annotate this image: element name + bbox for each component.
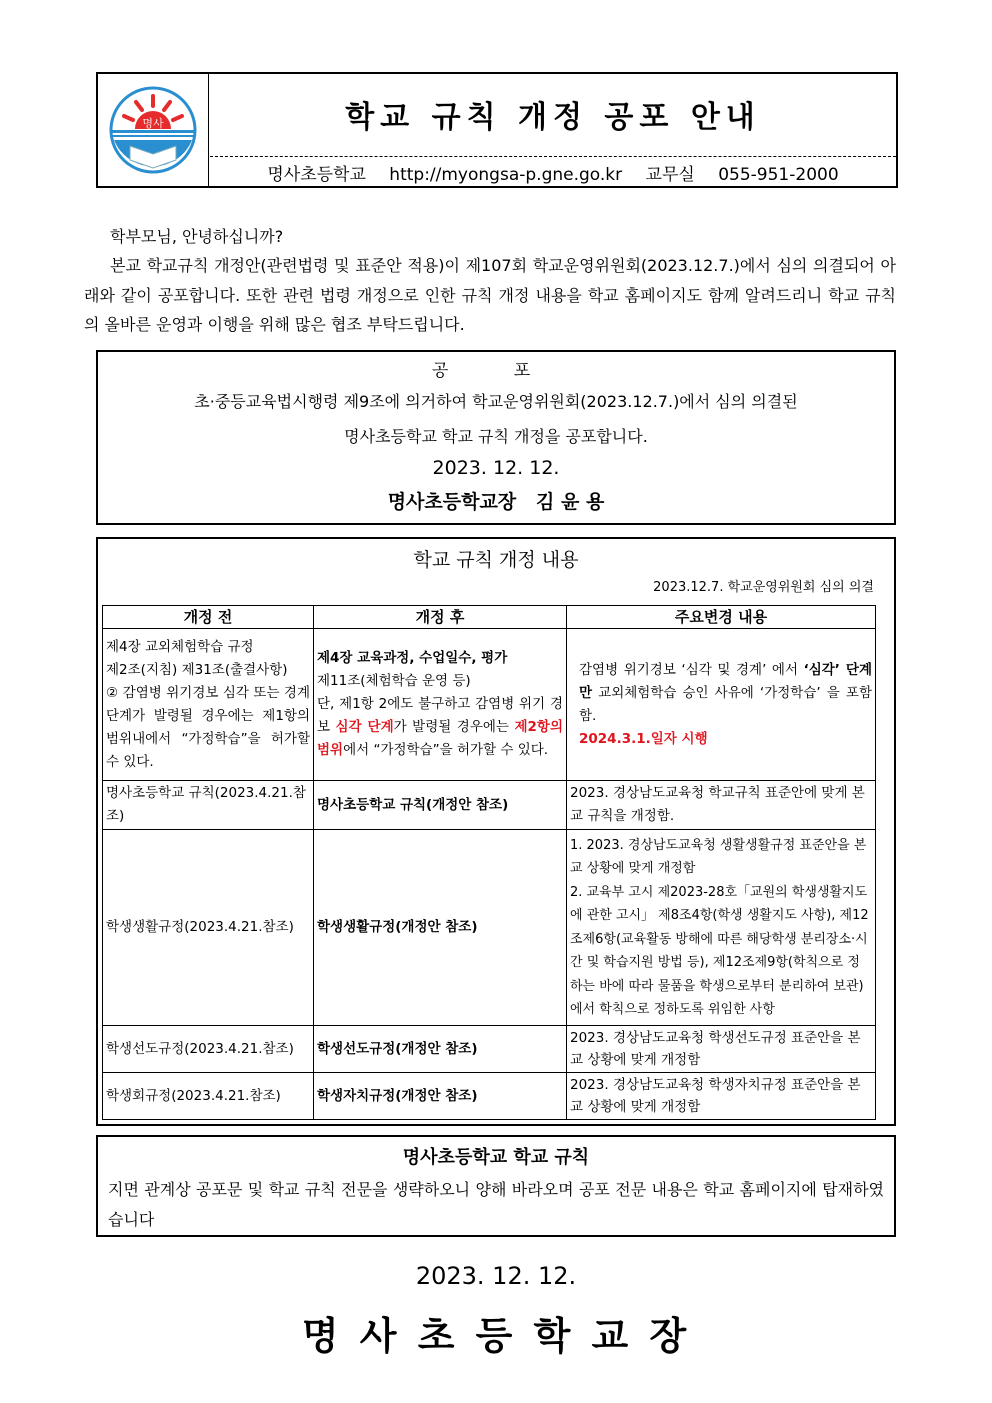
divider	[210, 156, 896, 157]
column-header: 개정 후	[314, 606, 567, 629]
cell-line: 제4장 교외체험학습 규정	[106, 638, 254, 655]
proclamation-line2: 명사초등학교 학교 규칙 개정을 공포합니다.	[344, 427, 648, 446]
proclamation-box	[96, 350, 896, 525]
intro-body: 본교 학교규칙 개정안(관련법령 및 표준안 적용)이 제107회 학교운영위원회(2023.12.7.)에서 심의 의결되어 아래와 같이 공포합니다. 또한 관련 법령 개정으로 인한 규칙 개정 내용을 학교 홈페이지도 함께 알려드리니 학교 규칙의 올바른 운영과 이행을 위해 많은 협조 부탁드립니다.	[84, 256, 896, 334]
revision-heading: 학교 규칙 개정 내용	[413, 549, 579, 571]
cell-line: 제2조(지침) 제31조(출결사항)	[106, 661, 288, 678]
change-cell	[567, 629, 876, 781]
rules-heading: 명사초등학교 학교 규칙	[402, 1147, 590, 1168]
before-cell: 학생생활규정(2023.4.21.참조)	[103, 830, 314, 1026]
table-row	[103, 830, 876, 1026]
page-title: 학교 규칙 개정 공포 안내	[345, 100, 761, 135]
cell-text: 가 발령될 경우에는	[393, 719, 515, 735]
proclamation-heading: 공 포	[431, 361, 561, 381]
revision-table	[102, 605, 876, 1120]
highlight-text: 심각 단계	[335, 719, 394, 735]
greeting: 학부모님, 안녕하십니까?	[110, 227, 284, 246]
cell-text: 단, 제1항 2에도 불구하고 감염병 위기 경보	[317, 696, 563, 735]
effective-date: 2024.3.1.일자 시행	[579, 730, 708, 747]
cell-text: 감염병 위기경보 ‘심각 및 경계’ 에서	[579, 661, 804, 678]
before-cell: 학생회규정(2023.4.21.참조)	[103, 1073, 314, 1120]
highlight-text: 제2항의 범위	[317, 719, 563, 758]
change-cell: 2023. 경상남도교육청 학교규칙 표준안에 맞게 본교 규칙을 개정함.	[567, 781, 876, 830]
rules-box	[96, 1135, 896, 1237]
after-cell: 학생생활규정(개정안 참조)	[314, 830, 567, 1026]
before-cell	[103, 629, 314, 781]
cell-text: 교외체험학습 승인 사유에 ‘가정학습’ 을 포함함.	[579, 684, 872, 724]
footer-date: 2023. 12. 12.	[415, 1262, 577, 1290]
logo-text: 명사	[142, 117, 164, 130]
change-cell: 2023. 경상남도교육청 학생선도규정 표준안을 본교 상황에 맞게 개정함	[567, 1026, 876, 1073]
cell-line: 2. 교육부 고시 제2023-28호「교원의 학생생활지도에 관한 고시」 제8조4항(학생 생활지도 사항), 제12조제6항(교육활동 방해에 따른 해당학생 분리장소·시간 및 학습지원 방법 등), 제12조제9항(학칙으로 정하는 바에 따라 물품을 학생으로부터 분리하여 보관)에서 학칙으로 정하도록 위임한 사항	[570, 884, 869, 1017]
proclamation-date: 2023. 12. 12.	[432, 457, 560, 479]
after-cell: 학생자치규정(개정안 참조)	[314, 1073, 567, 1120]
table-row	[103, 1026, 876, 1073]
before-cell: 학생선도규정(2023.4.21.참조)	[103, 1026, 314, 1073]
column-header: 주요변경 내용	[567, 606, 876, 629]
table-row	[103, 781, 876, 830]
column-header: 개정 전	[103, 606, 314, 629]
change-cell: 2023. 경상남도교육청 학생자치규정 표준안을 본교 상황에 맞게 개정함	[567, 1073, 876, 1120]
proclamation-line1: 초·중등교육법시행령 제9조에 의거하여 학교운영위원회(2023.12.7.)에서 심의 의결된	[194, 392, 798, 411]
after-cell	[314, 629, 567, 781]
after-cell: 학생선도규정(개정안 참조)	[314, 1026, 567, 1073]
cell-line: 1. 2023. 경상남도교육청 생활생활규정 표준안을 본교 상황에 맞게 개정함	[570, 837, 867, 876]
table-row	[103, 1073, 876, 1120]
revision-box	[96, 537, 896, 1126]
header-box	[96, 72, 898, 188]
bold-text: ‘심각’ 단계만	[579, 661, 872, 701]
cell-line: 제11조(체험학습 운영 등)	[317, 673, 471, 689]
proclamation-signer: 명사초등학교장 김 윤 용	[387, 491, 605, 513]
school-logo-icon	[98, 74, 208, 186]
revision-note: 2023.12.7. 학교운영위원회 심의 의결	[653, 580, 874, 595]
school-url[interactable]: http://myongsa-p.gne.go.kr	[389, 165, 623, 185]
school-phone: 교무실 055-951-2000	[645, 165, 839, 185]
change-cell	[567, 830, 876, 1026]
school-name: 명사초등학교	[267, 165, 366, 185]
after-cell: 명사초등학교 규칙(개정안 참조)	[314, 781, 567, 830]
table-row	[103, 629, 876, 781]
cell-text: 에서 “가정학습”을 허가할 수 있다.	[343, 742, 549, 758]
school-info	[210, 160, 896, 185]
school-logo	[98, 74, 209, 186]
cell-line: 제4장 교육과정, 수업일수, 평가	[317, 650, 508, 666]
rules-body: 지면 관계상 공포문 및 학교 규칙 전문을 생략하오니 양해 바라오며 공포 전문 내용은 학교 홈페이지에 탑재하였습니다	[108, 1180, 884, 1229]
before-cell: 명사초등학교 규칙(2023.4.21.참조)	[103, 781, 314, 830]
footer-signer: 명 사 초 등 학 교 장	[301, 1314, 691, 1358]
cell-line: ② 감염병 위기경보 심각 또는 경계단계가 발령될 경우에는 제1항의 범위내에서 “가정학습”을 허가할 수 있다.	[106, 684, 310, 770]
